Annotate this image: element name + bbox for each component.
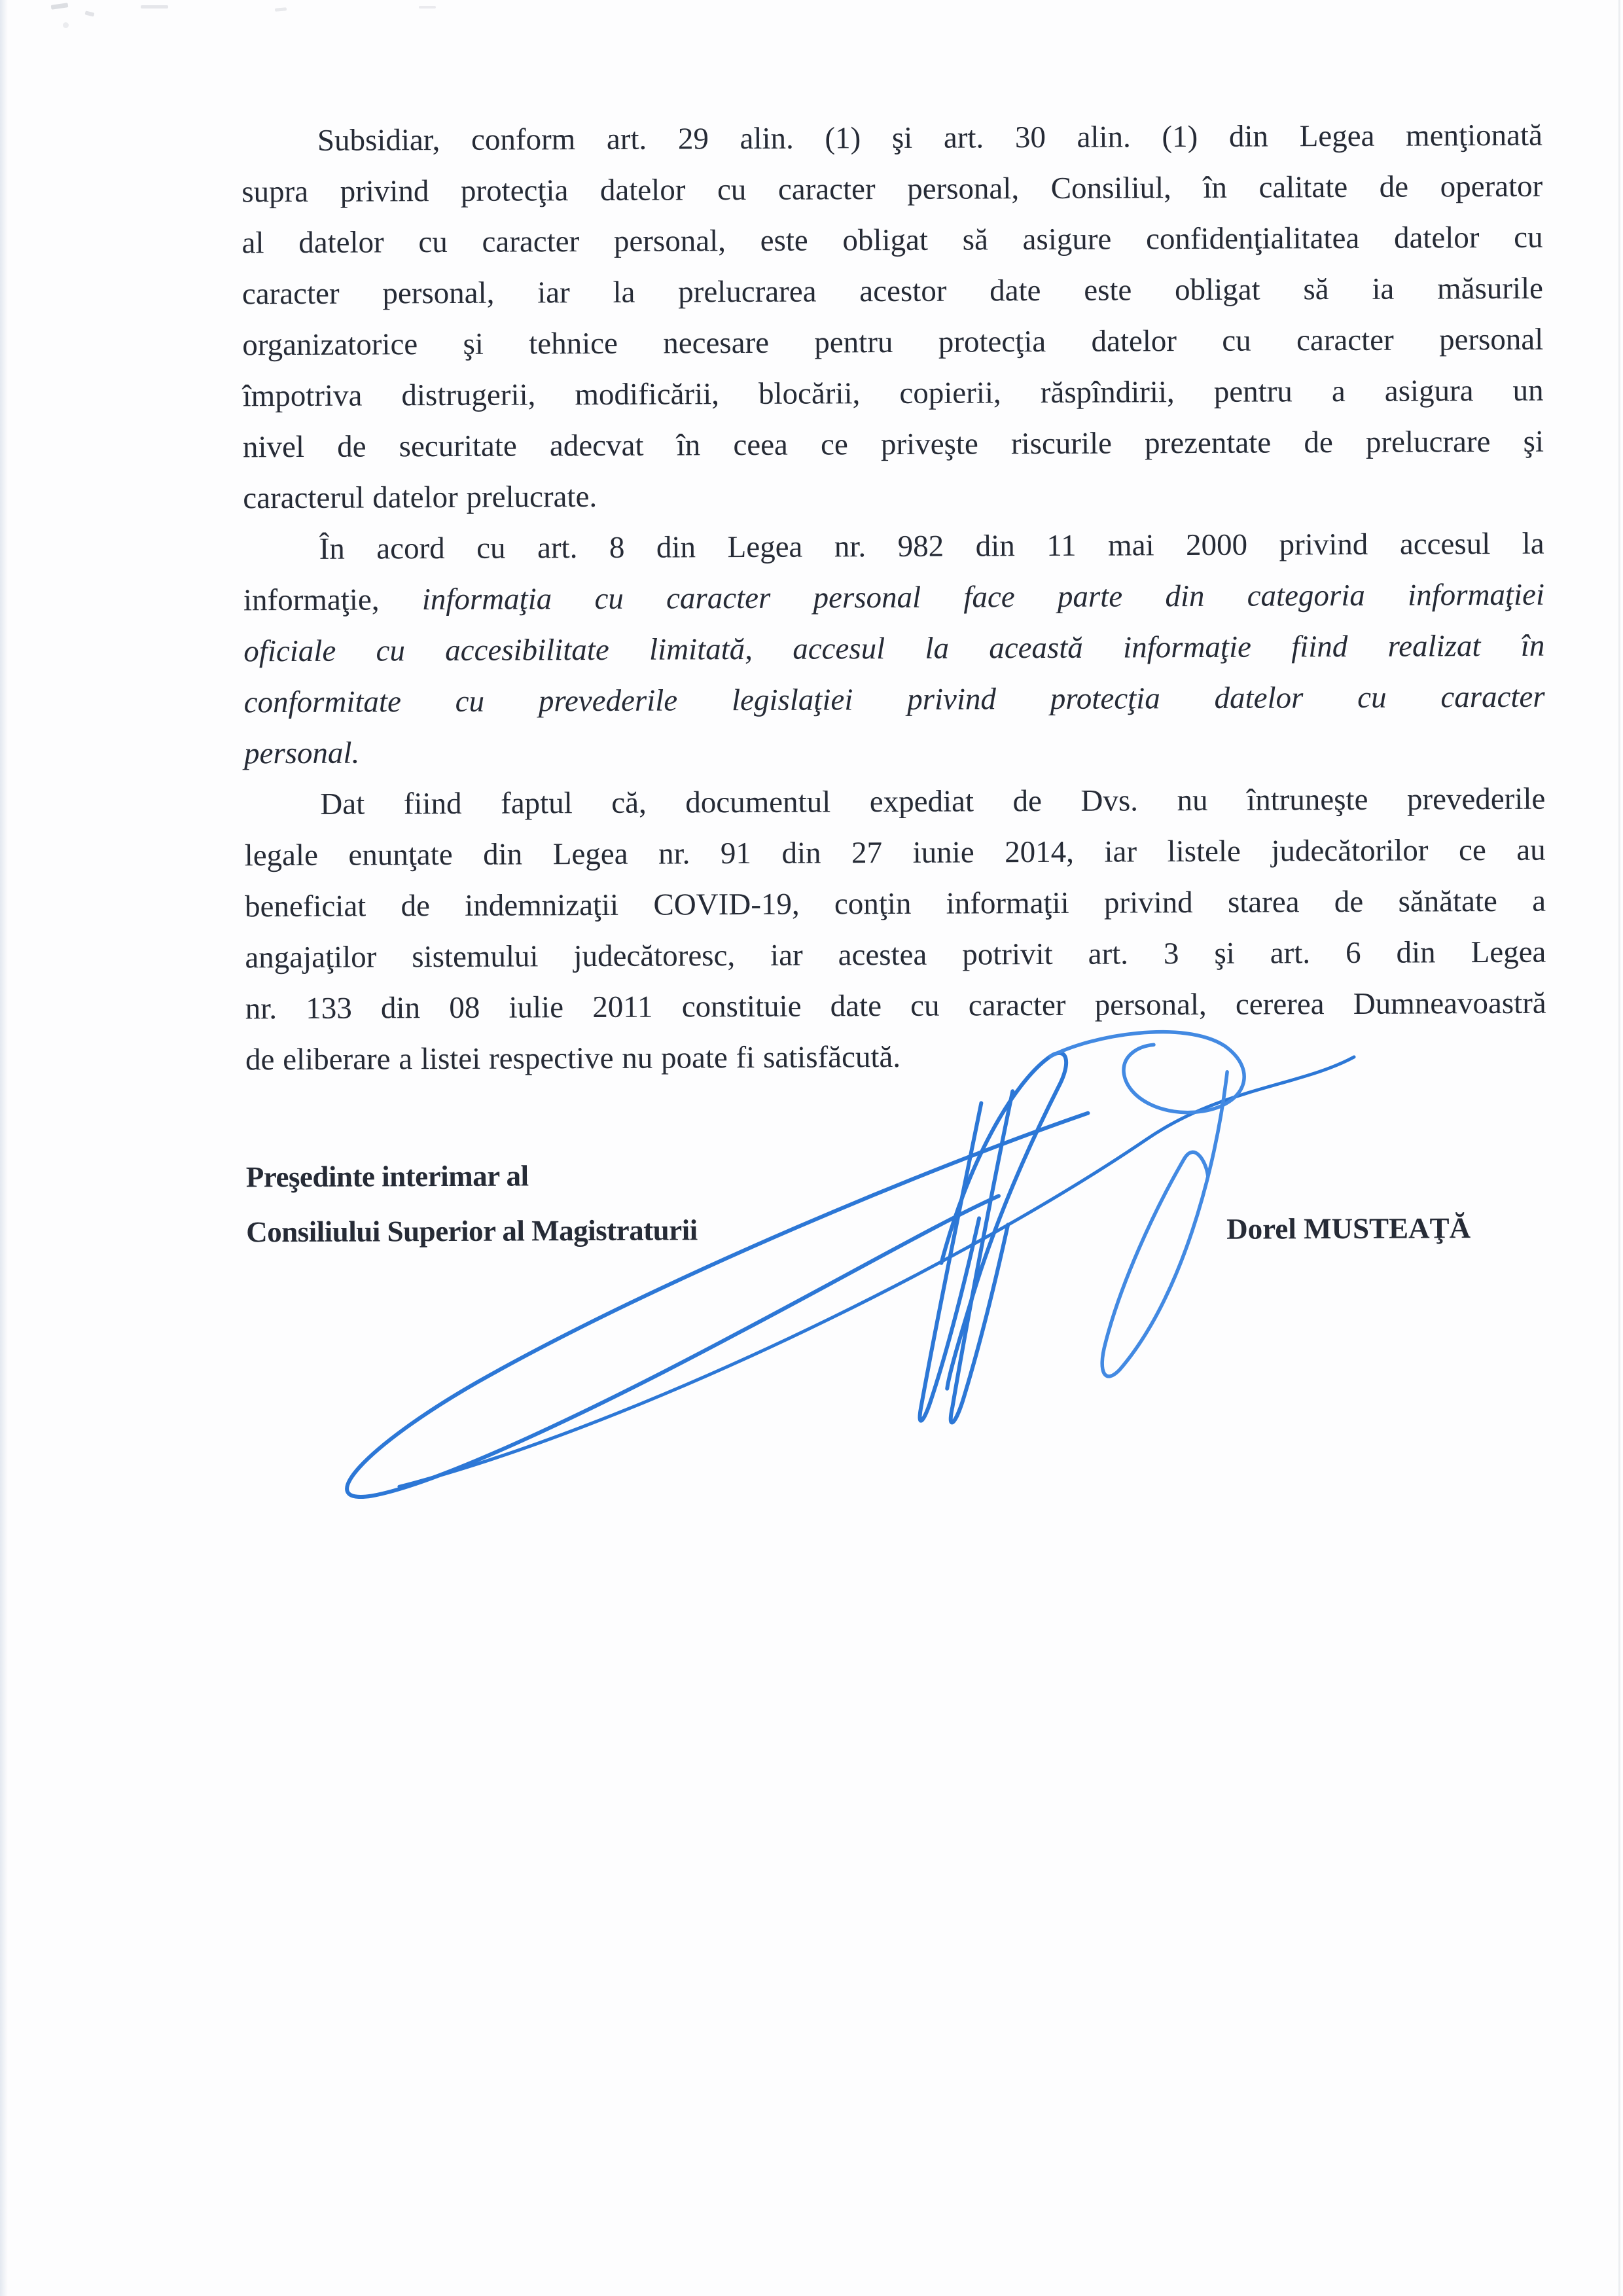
text-segment: nivel de securitate adecvat în ceea ce priveşte riscurile prezentate de prelucrare şi [242, 424, 1544, 465]
text-line [245, 1029, 1546, 1086]
text-line [242, 263, 1543, 320]
text-segment: Dat fiind faptul că, documentul expediat de Dvs. nu întruneşte prevederile [320, 781, 1546, 821]
text-line [245, 927, 1546, 984]
text-segment: informaţie, [243, 583, 422, 618]
text-line [243, 416, 1544, 473]
text-line [243, 467, 1544, 524]
signer-title-block [246, 1147, 698, 1259]
text-line [244, 672, 1545, 728]
text-line [242, 314, 1543, 371]
text-segment: nr. 133 din 08 iulie 2011 constituie date cu caracter personal, cererea Dumneavoastră [245, 986, 1546, 1026]
text-line [241, 110, 1543, 167]
text-segment: împotriva distrugerii, modificării, blocării, copierii, răspîndirii, pentru a asigura un [242, 373, 1544, 414]
text-line [243, 518, 1544, 575]
text-line [244, 774, 1545, 831]
text-line [241, 161, 1543, 218]
signature-stroke [940, 1053, 1067, 1389]
text-segment: caracterul datelor prelucrate. [243, 479, 597, 516]
signature-stroke [950, 1091, 1014, 1422]
text-line [241, 212, 1543, 269]
italic-text-segment: informaţia cu caracter personal face parte din categoria informaţiei [421, 577, 1545, 617]
text-segment: beneficiat de indemnizaţii COVID-19, conţin informaţii privind starea de sănătate a [244, 884, 1546, 924]
text-segment: Subsidiar, conform art. 29 alin. (1) şi art. 30 alin. (1) din Legea menţionată [317, 118, 1543, 158]
text-segment: de eliberare a listei respective nu poate fi satisfăcută. [245, 1039, 901, 1077]
signer-title-line: Consiliului Superior al Magistraturii [246, 1213, 698, 1249]
text-segment: organizatorice şi tehnice necesare pentru protecţia datelor cu caracter personal [242, 322, 1544, 363]
text-line [245, 825, 1546, 882]
text-segment: angajaţilor sistemului judecătoresc, iar acestea potrivit art. 3 şi art. 6 din Legea [245, 935, 1546, 975]
signature-stroke [918, 1103, 982, 1420]
signature-stroke [397, 1057, 1356, 1486]
signature-stroke [1101, 1072, 1228, 1376]
signer-title-line: Preşedinte interimar al [245, 1159, 529, 1194]
text-line [245, 876, 1546, 933]
italic-text-segment: oficiale cu accesibilitate limitată, accesul la această informaţie fiind realizat în [243, 628, 1545, 669]
italic-text-segment: personal. [243, 736, 360, 771]
text-line [243, 569, 1544, 626]
text-segment: al datelor cu caracter personal, este obligat să asigure confidenţialitatea datelor cu [241, 220, 1543, 260]
text-segment: supra privind protecţia datelor cu caracter personal, Consiliul, în calitate de operator [241, 169, 1543, 209]
text-segment: În acord cu art. 8 din Legea nr. 982 din 11 mai 2000 privind accesul la [319, 526, 1544, 566]
paragraph-2 [243, 518, 1545, 780]
text-line [243, 620, 1544, 677]
paragraph-1 [241, 110, 1544, 524]
document-body [241, 110, 1546, 1086]
text-line [245, 978, 1546, 1035]
text-line [242, 365, 1543, 422]
signer-name: Dorel MUSTEAŢĂ [1226, 1211, 1471, 1246]
text-segment: caracter personal, iar la prelucrarea acestor date este obligat să ia măsurile [241, 271, 1544, 312]
text-segment: legale enunţate din Legea nr. 91 din 27 iunie 2014, iar listele judecătorilor ce au [244, 833, 1546, 873]
paragraph-3 [244, 774, 1546, 1086]
italic-text-segment: conformitate cu prevederile legislaţiei privind protecţia datelor cu caracter [243, 679, 1545, 720]
text-line [244, 723, 1545, 780]
